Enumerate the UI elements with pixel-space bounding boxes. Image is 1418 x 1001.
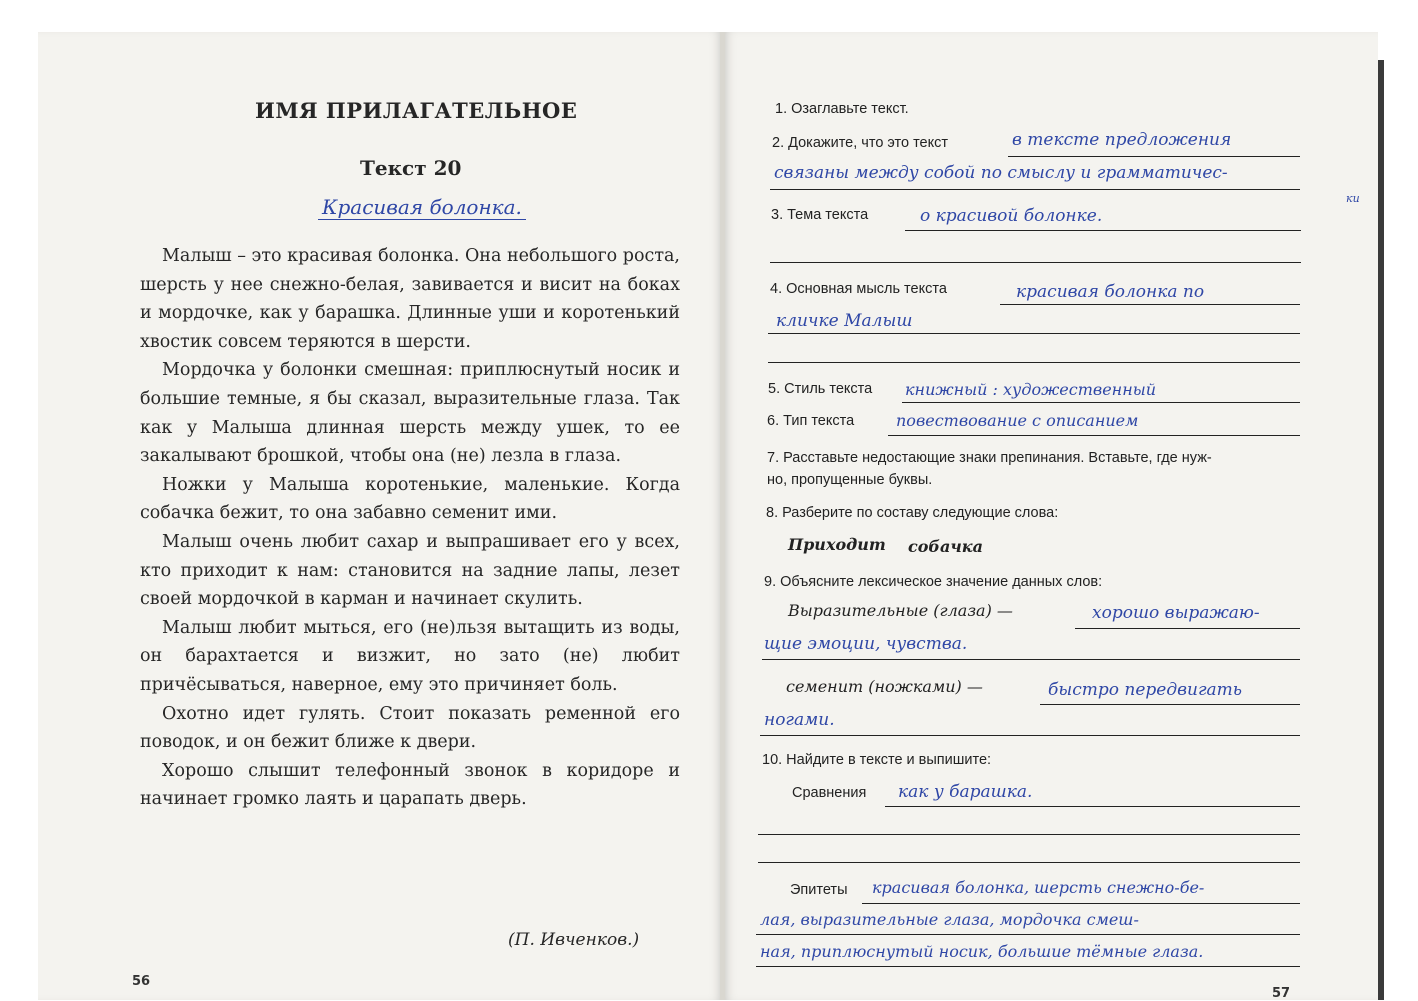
paragraph: Охотно идет гулять. Стоит показать ременной его поводок, и он бежит ближе к двери. [140,703,680,753]
answer-line [770,189,1300,190]
page-number-left: 56 [132,974,151,989]
answer-comparisons: как у барашка. [898,782,1033,802]
term-2: семенит (ножками) — [786,677,983,696]
task-4: 4. Основная мысль текста [770,281,947,297]
answer-line [768,333,1300,334]
page-edge [1378,60,1384,1000]
answer-line [1000,304,1300,305]
answer-9-2-line2: ногами. [764,710,835,730]
answer-2-line1: в тексте предложения [1012,130,1232,150]
answer-epithets-line3: ная, приплюснутый носик, большие тёмные глаза. [760,942,1204,961]
answer-line [1075,628,1300,629]
answer-2-tail: ки [1346,192,1360,205]
answer-9-1-line2: щие эмоции, чувства. [764,634,968,654]
author: (П. Ивченков.) [508,930,640,950]
answer-line [888,435,1300,436]
paragraph: Малыш – это красивая болонка. Она небольшого роста, шерсть у нее снежно-белая, завивается и висит на боках и мордочке, как у барашка. Длинные уши и коротенький хвостик совсем теряются в шерсти. [140,246,680,352]
answer-3: о красивой болонке. [920,206,1103,226]
answer-4-line1: красивая болонка по [1016,282,1205,302]
task-7-line2: но, пропущенные буквы. [767,472,933,488]
answer-line [758,834,1300,835]
answer-line [758,862,1300,863]
answer-4-line2: кличке Малыш [776,311,913,331]
paragraph: Ножки у Малыша коротенькие, маленькие. Когда собачка бежит, то она забавно семенит ими. [140,474,680,524]
answer-line [760,735,1300,736]
answer-6: повествование с описанием [896,411,1139,430]
answer-9-2-line1: быстро передвигать [1048,680,1243,700]
paragraph: Малыш любит мыться, его (не)льзя вытащить из воды, он барахтается и визжит, но зато (не) любит причёсываться, наверное, ему это причиняет боль. [140,617,680,695]
answer-line [1040,704,1300,705]
answer-2-line2: связаны между собой по смыслу и грамматичес- [774,163,1228,183]
answer-line [770,262,1301,263]
term-1: Выразительные (глаза) — [788,601,1013,620]
answer-line [756,966,1300,967]
comparisons-label: Сравнения [792,785,867,801]
answer-epithets-line1: красивая болонка, шерсть снежно-бе- [872,878,1205,897]
answer-5: книжный : художественный [905,380,1157,399]
task-6: 6. Тип текста [767,413,855,429]
task-8: 8. Разберите по составу следующие слова: [766,505,1059,521]
answer-line [1008,156,1300,157]
answer-line [902,402,1300,403]
word-2: собачка [908,537,983,556]
section-heading: ИМЯ ПРИЛАГАТЕЛЬНОЕ [255,98,578,123]
page-number-right: 57 [1272,986,1291,1001]
paragraph: Малыш очень любит сахар и выпрашивает его у всех, кто приходит к нам: становится на задние лапы, лезет своей мордочкой в карман и начинает скулить. [140,531,680,610]
answer-line [768,362,1300,363]
answer-line [756,934,1300,935]
word-1: Приходит [788,535,886,554]
story-text [140,242,680,814]
handwritten-title: Красивая болонка. [318,195,526,220]
task-9: 9. Объясните лексическое значение данных слов: [764,574,1103,590]
book-spine [720,32,725,1000]
task-10: 10. Найдите в тексте и выпишите: [762,752,992,768]
answer-line [885,806,1300,807]
task-5: 5. Стиль текста [768,381,873,397]
answer-epithets-line2: лая, выразительные глаза, мордочка смеш- [760,910,1139,929]
answer-9-1-line1: хорошо выражаю- [1092,603,1260,623]
answer-line [762,659,1300,660]
task-7-line1: 7. Расставьте недостающие знаки препинания. Вставьте, где нуж- [767,450,1212,466]
task-2: 2. Докажите, что это текст [772,135,949,151]
paragraph: Хорошо слышит телефонный звонок в коридоре и начинает громко лаять и царапать дверь. [140,760,680,810]
task-3: 3. Тема текста [771,207,869,223]
answer-line [905,230,1301,231]
paragraph: Мордочка у болонки смешная: приплюснутый носик и большие темные, я бы сказал, выразительные глаза. Так как у Малыша длинная шерсть между ушек, то ее закалывают брошкой, чтобы она (не) лезла в глаза. [140,360,680,467]
task-1: 1. Озаглавьте текст. [775,101,909,117]
text-title: Текст 20 [360,156,462,180]
epithets-label: Эпитеты [790,882,848,898]
answer-line [862,903,1300,904]
